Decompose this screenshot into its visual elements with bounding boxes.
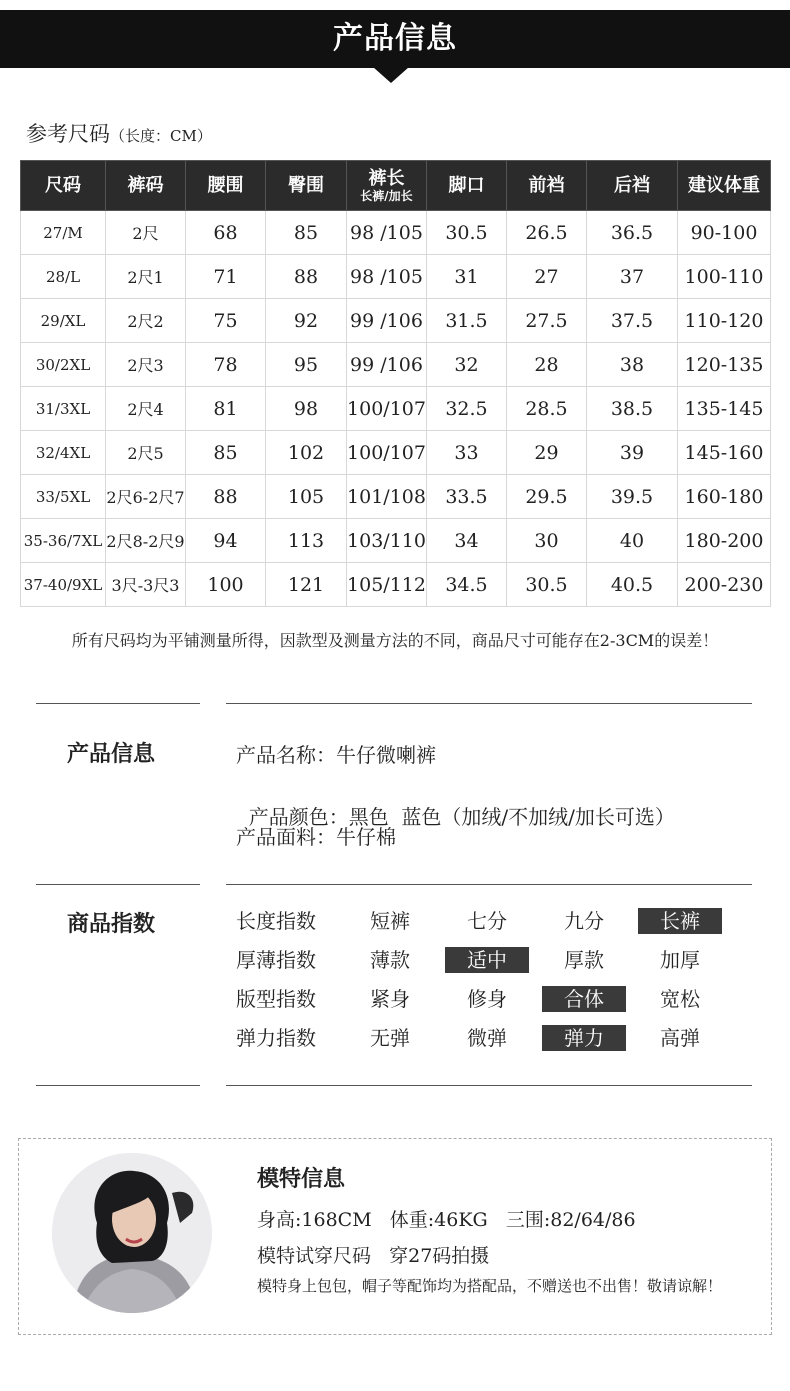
table-cell: 27 (507, 255, 587, 299)
table-cell: 2尺2 (106, 299, 186, 343)
index-label: 弹力指数 (236, 1026, 316, 1050)
size-col-header (21, 161, 106, 211)
size-col-header (347, 161, 427, 211)
table-cell: 40 (587, 519, 678, 563)
table-cell: 38 (587, 343, 678, 387)
size-col-label: 建议体重 (688, 174, 760, 196)
table-cell: 31.5 (427, 299, 507, 343)
table-row (21, 299, 771, 343)
table-cell: 38.5 (587, 387, 678, 431)
table-cell: 36.5 (587, 211, 678, 255)
model-disclaimer: 模特身上包包，帽子等配饰均为搭配品，不赠送也不出售！敬请谅解！ (257, 1277, 723, 1295)
header-title: 产品信息 (333, 21, 457, 56)
header-notch (373, 67, 409, 83)
index-label: 长度指数 (236, 909, 316, 933)
table-cell: 120-135 (678, 343, 771, 387)
table-cell: 99 /106 (347, 299, 427, 343)
table-cell: 110-120 (678, 299, 771, 343)
table-cell: 102 (266, 431, 347, 475)
table-cell: 135-145 (678, 387, 771, 431)
size-col-label: 脚口 (448, 174, 485, 196)
table-cell: 30.5 (427, 211, 507, 255)
table-cell: 31/3XL (21, 387, 106, 431)
index-option-selected: 合体 (542, 986, 626, 1012)
table-row (21, 431, 771, 475)
size-col-label: 裤码 (127, 174, 164, 196)
index-option-selected: 弹力 (542, 1025, 626, 1051)
product-color-key: 产品颜色： (248, 805, 349, 829)
table-cell: 200-230 (678, 563, 771, 607)
table-cell: 68 (186, 211, 266, 255)
table-row (21, 519, 771, 563)
table-cell: 33.5 (427, 475, 507, 519)
table-cell: 2尺6-2尺7 (106, 475, 186, 519)
table-cell: 37 (587, 255, 678, 299)
table-cell: 34.5 (427, 563, 507, 607)
size-col-header (678, 161, 771, 211)
index-option: 无弹 (370, 1026, 410, 1050)
table-cell: 28 (507, 343, 587, 387)
table-row (21, 563, 771, 607)
table-cell: 2尺4 (106, 387, 186, 431)
size-table (20, 160, 771, 607)
index-option: 七分 (467, 909, 507, 933)
size-col-header (186, 161, 266, 211)
table-cell: 100 (186, 563, 266, 607)
size-chart-heading (26, 118, 212, 148)
table-row (21, 343, 771, 387)
product-fabric-value: 牛仔棉 (336, 825, 396, 849)
size-col-header (507, 161, 587, 211)
index-option: 修身 (467, 987, 507, 1011)
product-info-title: 产品信息 (67, 741, 156, 767)
table-cell: 2尺5 (106, 431, 186, 475)
product-name-value: 牛仔微喇裤 (336, 743, 436, 767)
index-option-selected: 适中 (445, 947, 529, 973)
index-option: 高弹 (660, 1026, 700, 1050)
table-cell: 90-100 (678, 211, 771, 255)
divider-right-2 (226, 884, 752, 885)
table-cell: 3尺-3尺3 (106, 563, 186, 607)
table-cell: 2尺1 (106, 255, 186, 299)
table-cell: 39 (587, 431, 678, 475)
index-label: 厚薄指数 (236, 948, 316, 972)
size-chart-unit: （长度：CM） (110, 127, 212, 145)
index-label: 版型指数 (236, 987, 316, 1011)
table-cell: 28.5 (507, 387, 587, 431)
divider-right-1 (226, 703, 752, 704)
table-cell: 85 (266, 211, 347, 255)
table-cell: 27.5 (507, 299, 587, 343)
table-cell: 100-110 (678, 255, 771, 299)
table-row (21, 387, 771, 431)
size-col-header (266, 161, 347, 211)
table-cell: 37.5 (587, 299, 678, 343)
table-cell: 103/110 (347, 519, 427, 563)
size-col-label: 裤长 (368, 167, 405, 189)
size-col-label: 臀围 (288, 174, 324, 196)
table-cell: 180-200 (678, 519, 771, 563)
table-cell: 32.5 (427, 387, 507, 431)
product-name-line (236, 739, 436, 768)
divider-left-1 (36, 703, 200, 704)
table-cell: 88 (186, 475, 266, 519)
table-cell: 100/107 (347, 387, 427, 431)
size-col-label: 尺码 (45, 174, 81, 196)
size-col-label: 后裆 (614, 174, 650, 196)
table-cell: 98 (266, 387, 347, 431)
model-photo (52, 1153, 212, 1313)
table-row (21, 255, 771, 299)
size-col-header (587, 161, 678, 211)
product-fabric-key: 产品面料： (236, 825, 336, 849)
table-cell: 27/M (21, 211, 106, 255)
table-cell: 30.5 (507, 563, 587, 607)
table-cell: 30 (507, 519, 587, 563)
product-fabric-line (236, 821, 396, 850)
table-cell: 32/4XL (21, 431, 106, 475)
index-option: 微弹 (467, 1026, 507, 1050)
table-cell: 98 /105 (347, 255, 427, 299)
table-cell: 2尺 (106, 211, 186, 255)
table-cell: 28/L (21, 255, 106, 299)
table-cell: 100/107 (347, 431, 427, 475)
table-cell: 71 (186, 255, 266, 299)
size-col-label: 腰围 (207, 174, 244, 196)
model-stats: 身高:168CM 体重:46KG 三围:82/64/86 (257, 1209, 636, 1231)
table-cell: 75 (186, 299, 266, 343)
size-note: 所有尺码均为平铺测量所得，因款型及测量方法的不同，商品尺寸可能存在2-3CM的误差！ (71, 631, 719, 650)
table-cell: 99 /106 (347, 343, 427, 387)
table-cell: 26.5 (507, 211, 587, 255)
table-cell: 32 (427, 343, 507, 387)
table-cell: 30/2XL (21, 343, 106, 387)
table-cell: 37-40/9XL (21, 563, 106, 607)
divider-left-2 (36, 884, 200, 885)
table-cell: 39.5 (587, 475, 678, 519)
table-cell: 33 (427, 431, 507, 475)
table-cell: 92 (266, 299, 347, 343)
model-photo-illustration (52, 1153, 212, 1313)
table-cell: 33/5XL (21, 475, 106, 519)
table-cell: 2尺8-2尺9 (106, 519, 186, 563)
index-option: 紧身 (370, 987, 410, 1011)
size-col-label: 前裆 (528, 174, 565, 196)
table-cell: 78 (186, 343, 266, 387)
index-option: 九分 (564, 909, 604, 933)
table-cell: 98 /105 (347, 211, 427, 255)
table-cell: 101/108 (347, 475, 427, 519)
size-col-header (427, 161, 507, 211)
size-col-header (106, 161, 186, 211)
product-color-value: 黑色 蓝色（加绒/不加绒/加长可选） (348, 805, 675, 829)
divider-left-3 (36, 1085, 200, 1086)
index-option: 厚款 (564, 948, 604, 972)
index-option-selected: 长裤 (638, 908, 722, 934)
table-cell: 145-160 (678, 431, 771, 475)
table-row (21, 475, 771, 519)
table-cell: 121 (266, 563, 347, 607)
table-cell: 40.5 (587, 563, 678, 607)
table-cell: 113 (266, 519, 347, 563)
table-cell: 95 (266, 343, 347, 387)
index-option: 宽松 (660, 987, 700, 1011)
table-cell: 105/112 (347, 563, 427, 607)
table-cell: 94 (186, 519, 266, 563)
model-try-on: 模特试穿尺码 穿27码拍摄 (257, 1245, 490, 1267)
size-table-header (21, 161, 771, 211)
divider-right-3 (226, 1085, 752, 1086)
table-cell: 35-36/7XL (21, 519, 106, 563)
table-cell: 29/XL (21, 299, 106, 343)
table-cell: 29.5 (507, 475, 587, 519)
indices-title: 商品指数 (67, 911, 156, 937)
table-cell: 105 (266, 475, 347, 519)
table-row (21, 211, 771, 255)
table-cell: 160-180 (678, 475, 771, 519)
index-option: 薄款 (370, 948, 410, 972)
table-cell: 85 (186, 431, 266, 475)
index-option: 短裤 (370, 909, 410, 933)
table-cell: 34 (427, 519, 507, 563)
table-cell: 31 (427, 255, 507, 299)
index-option: 加厚 (660, 948, 700, 972)
size-table-body (21, 211, 771, 607)
model-info-title: 模特信息 (257, 1166, 346, 1192)
table-cell: 81 (186, 387, 266, 431)
table-cell: 88 (266, 255, 347, 299)
table-cell: 29 (507, 431, 587, 475)
size-chart-title: 参考尺码 (26, 122, 110, 146)
table-cell: 2尺3 (106, 343, 186, 387)
size-col-sublabel: 长裤/加长 (360, 188, 413, 203)
product-name-key: 产品名称： (236, 743, 336, 767)
